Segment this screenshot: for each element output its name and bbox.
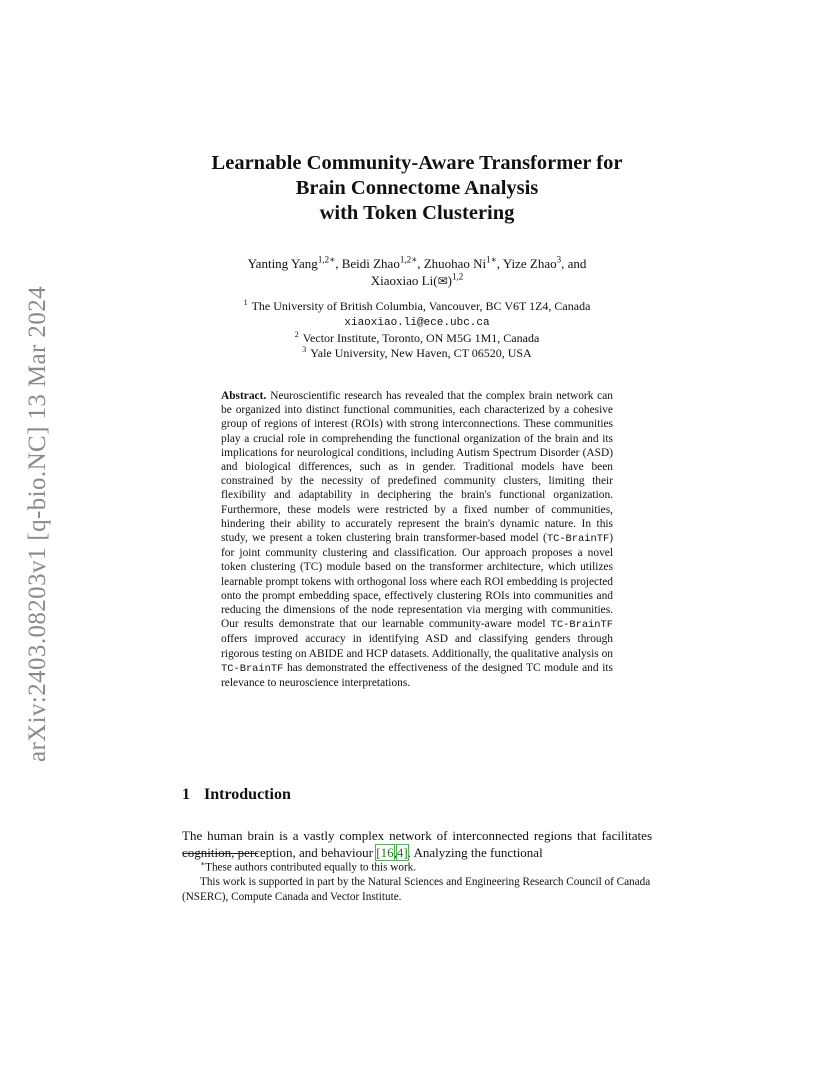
model-name-code: TC-BrainTF: [221, 662, 284, 675]
affiliation-mark: 3: [302, 345, 307, 354]
body-text: The human brain is a vastly complex network of interconnected regions that facilitates cognition, perception, and behaviour: [182, 828, 652, 860]
abstract-text: offers improved accuracy in identifying ASD and classifying genders through rigorous testing on ABIDE and HCP datasets. Additionally, the qualitative analysis on: [221, 633, 613, 660]
author-affiliation-mark: 1,2: [451, 271, 464, 282]
footnote-rule: [182, 853, 258, 854]
title-line: with Token Clustering: [319, 202, 515, 224]
abstract-text: ) for joint community clustering and classification. Our approach proposes a novel token clustering (TC) module based on the transformer architecture, which utilizes learnable prompt tokens with orthogonal loss where each ROI embedding is projected onto the prompt embedding space, effectively clustering ROIs into communities and reducing the dimensions of the node representation via merging with communities. Our results demonstrate that our learnable community-aware model: [221, 532, 613, 631]
author-name: Zhuohao Ni: [423, 256, 487, 271]
corresponding-email: xiaoxiao.li@ece.ubc.ca: [344, 317, 490, 329]
author-name: Xiaoxiao Li(: [370, 273, 438, 288]
footnote-text: This work is supported in part by the Natural Sciences and Engineering Research Council of Canada (NSERC), Compute Canada and Vector Institute.: [182, 876, 651, 903]
model-name-code: TC-BrainTF: [546, 533, 610, 546]
abstract: [221, 389, 613, 690]
affiliation-mark: 1: [243, 298, 248, 307]
author-name-close: ): [447, 273, 452, 288]
author-affiliation-mark: 3: [556, 254, 562, 265]
model-name-code: TC-BrainTF: [550, 619, 613, 632]
author-name: Yanting Yang: [247, 256, 318, 271]
affiliation-mark: 2: [294, 330, 299, 339]
author-affiliation-mark: 1,2∗: [317, 254, 336, 265]
title-line: Brain Connectome Analysis: [295, 177, 539, 199]
body-text: . Analyzing the functional: [407, 844, 543, 860]
footnote-text: These authors contributed equally to this work.: [205, 861, 417, 874]
author-name: Beidi Zhao: [341, 256, 400, 271]
paper-title: [182, 151, 652, 226]
affiliation-list: [182, 299, 652, 361]
author-conjunction: and: [567, 256, 587, 271]
citation-link[interactable]: 4]: [396, 844, 408, 860]
section-heading: [182, 786, 291, 804]
author-name: Yize Zhao: [502, 256, 557, 271]
envelope-icon: ✉: [437, 274, 448, 288]
abstract-text: Neuroscientific research has revealed that the complex brain network can be organized into distinct functional communities, each characterized by a cohesive group of regions of interest (ROIs) with strong interconnections. These communities play a crucial role in comprehending the functional organization of the brain and its implications for neurological conditions, including Autism Spectrum Disorder (ASD) and biological differences, such as in gender. Traditional models have been constrained by the necessity of predefined community clusters, limiting their flexibility and adaptability in deciphering the brain's functional organization. Furthermore, these models were restricted by a fixed number of communities, hindering their ability to accurately represent the brain's dynamic nature. In this study, we present a token clustering brain transformer-based model (: [221, 390, 613, 545]
arxiv-stamp-text: arXiv:2403.08203v1 [q-bio.NC] 13 Mar 2024: [24, 285, 52, 763]
section-title: Introduction: [204, 786, 291, 803]
citation-link[interactable]: [16: [376, 844, 394, 860]
section-number: 1: [182, 786, 190, 803]
author-list: Yanting Yang$^{1,2∗}$, Beidi Zhao$^{1,2∗}$, Zhuohao $Ni^{1∗}$, Yize Zhao$^3$, and Xiaoxiao Li(✉)$^{1,2}$: [247, 254, 587, 288]
affiliation-text: Vector Institute, Toronto, ON M5G 1M1, Canada: [302, 331, 540, 345]
author-affiliation-mark: 1,2∗: [399, 254, 418, 265]
arxiv-identifier-stamp: [16, 264, 60, 784]
footnotes: [182, 857, 652, 904]
author-affiliation-mark: 1∗: [486, 254, 497, 265]
citation-separator: ,: [393, 844, 397, 860]
affiliation-text: The University of British Columbia, Vancouver, BC V6T 1Z4, Canada: [251, 299, 591, 313]
footnote-mark: ∗: [200, 859, 206, 868]
title-line: Learnable Community-Aware Transformer for: [211, 152, 623, 174]
affiliation-text: Yale University, New Haven, CT 06520, USA: [310, 346, 532, 360]
abstract-text: has demonstrated the effectiveness of the designed TC module and its relevance to neuroscience interpretations.: [221, 661, 613, 690]
abstract-heading: Abstract.: [221, 390, 267, 402]
